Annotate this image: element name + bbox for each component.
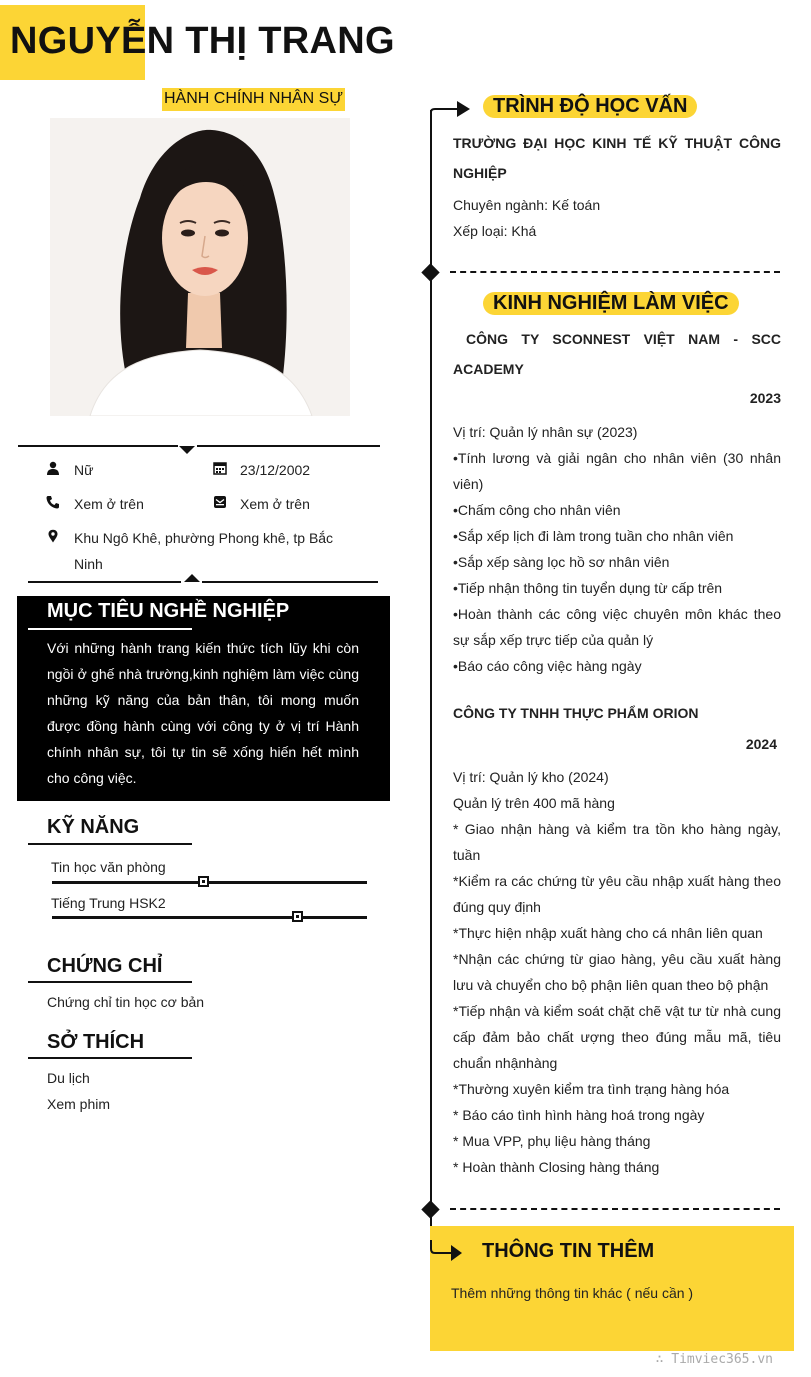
address-value <box>74 525 344 577</box>
skills-title: KỸ NĂNG <box>47 816 140 838</box>
skill-label: Tiếng Trung HSK2 <box>51 895 166 911</box>
education-school: TRƯỜNG ĐẠI HỌC KINH TẾ KỸ THUẬT CÔNG NGHIỆP <box>453 135 781 181</box>
calendar-icon <box>213 461 227 475</box>
info-divider-left <box>18 445 178 447</box>
info-divider-bottom-right <box>202 581 378 583</box>
location-pin-icon <box>46 529 60 543</box>
hobby-item: Xem phim <box>47 1096 111 1112</box>
job-company: CÔNG TY TNHH THỰC PHẨM ORION <box>453 705 699 721</box>
job-detail-line: *Tiếp nhận và kiểm soát chặt chẽ vật tư từ nhà cung cấp đảm bảo chất ượng theo đúng mẫu mã, tiêu chuẩn nhậnhàng <box>453 1003 781 1071</box>
hobby-item: Du lịch <box>47 1070 90 1086</box>
portrait-photo <box>50 118 350 416</box>
job-title: HÀNH CHÍNH NHÂN SỰ <box>162 88 345 111</box>
job-company: CÔNG TY SCONNEST VIỆT NAM - SCC ACADEMY <box>453 331 781 377</box>
phone-value: Xem ở trên <box>74 496 144 512</box>
job-detail-line: *Nhận các chứng từ giao hàng, yêu cầu xuất hàng lưu và chuyển cho bộ phận liên quan theo bộ phận <box>453 951 781 993</box>
education-major: Chuyên ngành: Kế toán <box>453 197 601 213</box>
job-detail-line: * Hoàn thành Closing hàng tháng <box>453 1159 660 1175</box>
job-detail-line: Vị trí: Quản lý nhân sự (2023) <box>453 424 638 440</box>
job-detail-line: •Hoàn thành các công việc chuyên môn khác theo sự sắp xếp trực tiếp của quản lý <box>453 606 781 648</box>
certificate-item: Chứng chỉ tin học cơ bản <box>47 994 205 1010</box>
timeline-diamond-icon <box>421 263 439 281</box>
job-detail-line: * Mua VPP, phụ liệu hàng tháng <box>453 1133 651 1149</box>
job-detail-line: Vị trí: Quản lý kho (2024) <box>453 769 609 785</box>
gender-value: Nữ <box>74 462 94 478</box>
objective-title: MỤC TIÊU NGHỀ NGHIỆP <box>47 600 290 622</box>
job-detail-line: *Thường xuyên kiểm tra tình trạng hàng hóa <box>453 1081 730 1097</box>
job-detail-line: *Kiểm ra các chứng từ yêu cầu nhập xuất hàng theo đúng quy định <box>453 873 781 915</box>
experience-title: KINH NGHIỆM LÀM VIỆC <box>483 292 739 315</box>
education-grade: Xếp loại: Khá <box>453 223 537 239</box>
skill-label: Tin học văn phòng <box>51 859 166 875</box>
skill-level-track <box>52 881 367 884</box>
email-icon <box>213 495 227 509</box>
education-title: TRÌNH ĐỘ HỌC VẤN <box>483 95 697 118</box>
divider-arrow-up-icon <box>184 574 200 582</box>
job-detail-line: •Tính lương và giải ngân cho nhân viên (30 nhân viên) <box>453 450 781 492</box>
section-divider <box>450 271 780 273</box>
hobbies-title-underline <box>28 1057 192 1059</box>
job-detail-line: •Sắp xếp lịch đi làm trong tuần cho nhân viên <box>453 528 734 544</box>
person-icon <box>46 461 60 475</box>
job-detail-line: •Chấm công cho nhân viên <box>453 502 621 518</box>
job-detail-line: •Báo cáo công việc hàng ngày <box>453 658 642 674</box>
skill-level-track <box>52 916 367 919</box>
job-details <box>453 419 781 679</box>
job-detail-line: Quản lý trên 400 mã hàng <box>453 795 615 811</box>
info-divider-right <box>197 445 380 447</box>
objective-title-underline <box>28 628 192 630</box>
info-divider-bottom-left <box>28 581 181 583</box>
birthday-value: 23/12/2002 <box>240 462 311 478</box>
watermark: ∴ Timviec365.vn <box>655 1352 773 1367</box>
phone-icon <box>46 495 60 509</box>
skills-title-underline <box>28 843 192 845</box>
skill-level-knob <box>292 911 303 922</box>
job-year: 2024 <box>745 736 777 752</box>
certificates-title-underline <box>28 981 192 983</box>
timeline-diamond-icon <box>421 1200 439 1218</box>
email-value: Xem ở trên <box>240 496 310 512</box>
section-divider <box>450 1208 780 1210</box>
job-detail-line: * Báo cáo tình hình hàng hoá trong ngày <box>453 1107 705 1123</box>
skill-level-knob <box>198 876 209 887</box>
job-details <box>453 764 781 1180</box>
certificates-title: CHỨNG CHỈ <box>47 955 163 977</box>
profile-photo <box>50 118 350 416</box>
job-detail-line: •Tiếp nhận thông tin tuyển dụng từ cấp trên <box>453 580 723 596</box>
timeline-arrow-icon <box>429 98 473 124</box>
extra-info-text: Thêm những thông tin khác ( nếu cần ) <box>451 1285 694 1301</box>
job-year: 2023 <box>749 390 781 406</box>
job-detail-line: •Sắp xếp sàng lọc hồ sơ nhân viên <box>453 554 670 570</box>
address-line-1: Khu Ngô Khê, phường Phong khê, tp Bắc <box>74 530 334 546</box>
divider-arrow-down-icon <box>179 446 195 454</box>
timeline-arrow-icon <box>429 1240 465 1266</box>
objective-text: Với những hành trang kiến thức tích lũy khi còn ngồi ở ghế nhà trường,kinh nghiệm làm việc cùng những kỹ năng của bản thân, tôi mong muốn được đồng hành cùng với công ty ở vị trí Hành chính nhân sự, tôi tự tin sẽ xống hiến hết mình cho công việc. <box>47 640 359 786</box>
job-detail-line: * Giao nhận hàng và kiểm tra tồn kho hàng ngày, tuần <box>453 821 781 863</box>
candidate-name: NGUYỄN THỊ TRANG <box>10 20 395 62</box>
address-line-2: Ninh <box>74 556 103 572</box>
extra-info-title: THÔNG TIN THÊM <box>482 1240 655 1262</box>
hobbies-title: SỞ THÍCH <box>47 1031 145 1053</box>
job-detail-line: *Thực hiện nhập xuất hàng cho cá nhân liên quan <box>453 925 763 941</box>
